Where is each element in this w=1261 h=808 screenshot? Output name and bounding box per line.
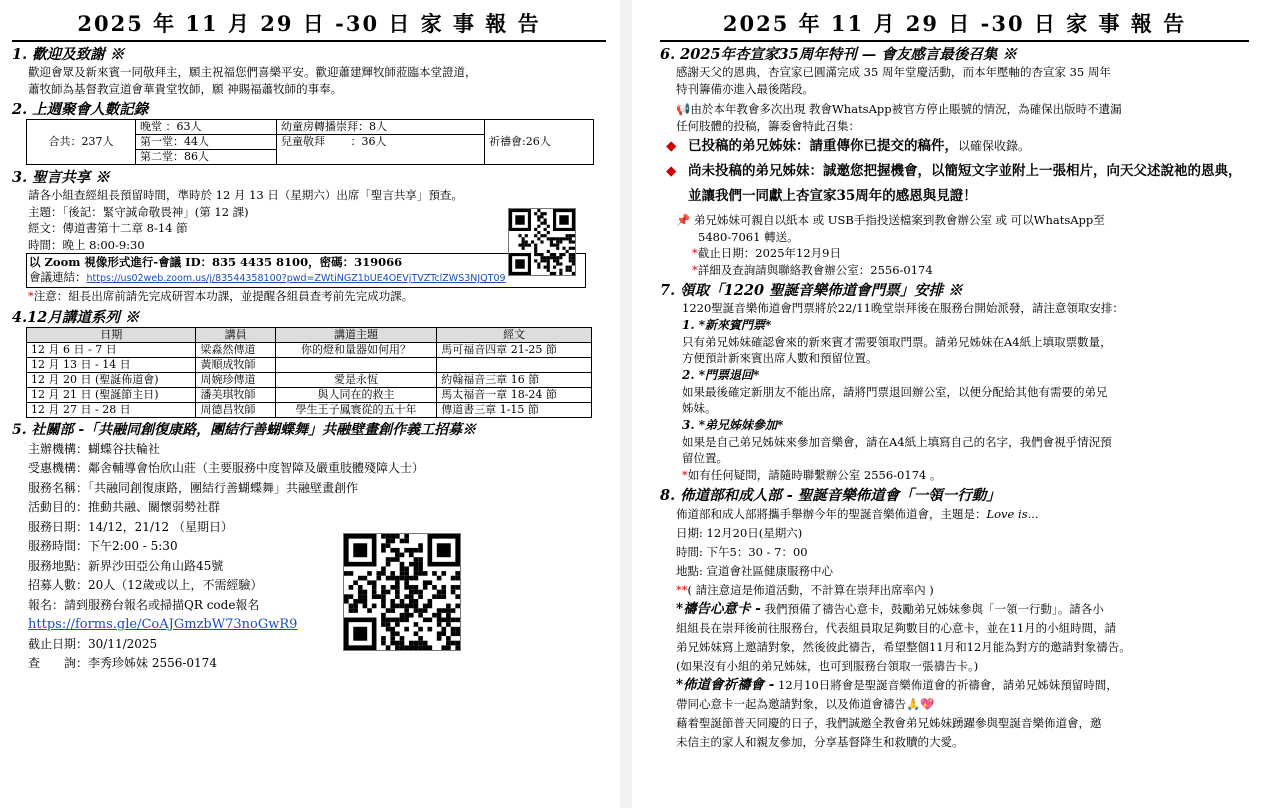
zoom-link[interactable]: https://us02web.zoom.us/j/83544358100?pwd=ZWtiNGZ1bUE4OEVjTVZTclZWS3NJQT09: [86, 273, 506, 284]
ticket-question: *如有任何疑問，請隨時聯繫辦公室 2556-0174 。: [682, 467, 942, 482]
col-header: 講道主題: [275, 327, 436, 342]
table-row: 12 月 21 日 (聖誕節主日) 潘美琪牧師 與人同在的救主 馬太福音一章 18-24 節: [27, 387, 592, 402]
heart-icon: 💖: [920, 697, 935, 711]
zoom-meeting-id: 以 Zoom 視像形式進行-會議 ID：835 4435 8100，密碼：319066: [29, 255, 403, 269]
ticket-item-label: 2. *門票退回*: [682, 367, 760, 382]
table-row: 12 月 27 日 - 28 日 周德昌牧師 學生王子鳳寰從的五十年 傳道書三章 1-15 節: [27, 402, 592, 417]
col-header: 經文: [437, 327, 592, 342]
qr-code-icon[interactable]: [343, 533, 461, 651]
table-row: 12 月 13 日 - 14 日 黃順成牧師: [27, 357, 592, 372]
attendance-cell: 幼童房轉播崇拜：8人: [277, 120, 485, 135]
ticket-item-label: 3. *弟兄姊妹參加*: [682, 417, 784, 432]
prayer-meeting: *佈道會祈禱會 - 12月10日將會是聖誕音樂佈道會的祈禱會，請弟兄姊妹預留時間， 帶同心意卡一起為邀請對象，以及佈道會禱告🙏💖 藉着聖誕節普天同慶的日子，我們誠邀全教會弟兄姊妹踴躍參與聖誕音樂佈道會，邀 未信主的家人和親友參加，分享基督降生和救贖的大愛。: [676, 677, 1118, 749]
social-details: 主辦機構：蝴蝶谷扶輪社 受惠機構：鄰舍輔導會怡欣山莊（主要服務中度智障及嚴重肢體殘障人士） 服務名稱：「共融同創復康路，團結行善蝴蝶舞」共融壁畫創作 活動目的：推動共融、關懷弱勢社群 服務日期：14/12，21/12 （星期日） 服務時間：下午2:00 - 5:30 服務地點：新界沙田亞公角山路45號 招募人數：20人（12歲或以上，不需經驗） 報名：請到服務台報名或掃描QR code報名 https://forms.gle/CoAJGmzbW73noGwR9 截止日期：30/11/2025 查 詢：李秀珍姊妹 2556-0174: [28, 441, 425, 670]
col-header: 講員: [196, 327, 275, 342]
sermon-table: [26, 327, 592, 418]
col-header: 日期: [27, 327, 196, 342]
left-page: [0, 0, 620, 808]
page-title: 2025 年 11 月 29 日 -30 日 家 事 報 告: [660, 8, 1249, 42]
anniversary-deadline: *截止日期：2025年12月9日 *詳細及查詢請與聯絡教會辦公室：2556-0174: [692, 246, 933, 277]
anniversary-intro: 感謝天父的恩典，杏宣家已圓滿完成 35 周年堂慶活動，而本年壓軸的杏宣家 35 周年 特刊籌備亦進入最後階段。: [676, 65, 1111, 96]
section-attendance-heading: 2. 上週聚會人數記錄: [12, 101, 149, 118]
praying-hands-icon: 🙏: [906, 697, 921, 711]
attendance-prayer: 祈禱會:26人: [485, 120, 594, 165]
section-social-heading: 5. 社關部 -「共融同創復康路，團結行善蝴蝶舞」共融壁畫創作義工招募※: [12, 421, 477, 438]
table-row: 12 月 6 日 - 7 日 梁淼然傳道 你的燈和量器如何用？ 馬可福音四章 21-25 節: [27, 342, 592, 357]
ticket-item-text: 如果最後確定新朋友不能出席，請將門票退回辦公室，以便分配給其他有需要的弟兄 姊妹。: [682, 384, 1108, 415]
page-title: 2025 年 11 月 29 日 -30 日 家 事 報 告: [12, 8, 606, 42]
ticket-item-label: 1. *新來賓門票*: [682, 317, 772, 332]
attendance-cell: 第一堂：44人: [136, 135, 277, 150]
ticket-item-text: 只有弟兄姊妹確認會來的新來賓才需要領取門票。請弟兄姊妹在A4紙上填取票數量， 方便預計新來賓出席人數和預留位置。: [682, 334, 1112, 365]
section-scripture-heading: 3. 聖言共享 ※: [12, 169, 110, 186]
right-page: [632, 0, 1261, 808]
section-welcome-heading: 1. 歡迎及致謝 ※: [12, 46, 125, 63]
bullet-not-submitted: ◆ 尚未投稿的弟兄姊妹：誠邀您把握機會，以簡短文字並附上一張相片，向天父述說祂的恩典，並讓我們一同獻上杏宣家35周年的感恩與見證！: [660, 159, 1249, 209]
red-diamond-bullet-icon: ◆: [666, 163, 677, 179]
ticket-item-text: 如果是自己弟兄姊妹來參加音樂會，請在A4紙上填寫自己的名字，我們會視乎情況預 留位置。: [682, 434, 1112, 465]
evangelism-details: 佈道部和成人部將攜手舉辦今年的聖誕音樂佈道會，主題是：Love is... 日期: 12月20日(星期六) 時間: 下午5：30 - 7：00 地點: 宣道會社區健康服務中心 **( 請注意這是佈道活動，不計算在崇拜出席率內 ): [676, 507, 1039, 597]
bullet-submitted: ◆ 已投稿的弟兄姊妹：請重傳你已提交的稿件，以確保收錄。: [660, 134, 1249, 159]
section-evangelism-heading: 8. 佈道部和成人部 - 聖誕音樂佈道會「一領一行動」: [660, 487, 1001, 504]
attendance-cell: 兒童敬拜 ：36人: [277, 135, 485, 165]
attendance-table: [26, 119, 594, 165]
pushpin-icon: 📌: [676, 213, 691, 227]
prayer-card: *禱告心意卡 - 我們預備了禱告心意卡，鼓勵弟兄姊妹參與「一領一行動」。請各小 組組長在崇拜後前往服務台，代表組員取足夠數目的心意卡，並在11月的小組時間，請 弟兄姊妹寫上邀請對象，然後彼此禱告，希望整個11月和12月能為對方的邀請對象禱告。 (如果沒有小組的弟兄姊妹，也可到服務台領取一張禱告卡。): [676, 601, 1131, 673]
section-sermon-heading: 4.12月講道系列 ※: [12, 308, 140, 326]
anniversary-notice: 📢由於本年教會多次出現 教會WhatsApp被官方停止賬號的情況，為確保出版時不遺漏 任何肢體的投稿，籌委會特此召集：: [676, 102, 1122, 133]
megaphone-icon: 📢: [676, 102, 691, 116]
attendance-cell: 晚堂 ：63人: [136, 120, 277, 135]
table-row: 12 月 20 日 (聖誕佈道會) 周婉珍傳道 愛是永恆 約翰福音三章 16 節: [27, 372, 592, 387]
scripture-info: 請各小組查經組長預留時間，準時於 12 月 13 日（星期六）出席「聖言共享」預查。 主題：「後記：緊守誠命敬畏神」(第 12 課) 經文：傳道書第十二章 8-14 節 時間：晚上 8:00-9:30: [28, 188, 463, 252]
section-ticket-heading: 7. 領取「1220 聖誕音樂佈道會門票」安排 ※: [660, 282, 963, 299]
red-diamond-bullet-icon: ◆: [666, 138, 677, 154]
zoom-box: 以 Zoom 視像形式進行-會議 ID：835 4435 8100，密碼：319066 會議連結：https://us02web.zoom.us/j/83544358100?pwd=ZWtiNGZ1bUE4OEVjTVZTclZWS3NJQT09: [26, 253, 586, 288]
submission-method: 📌 弟兄姊妹可親自以紙本 或 USB手指投送檔案到教會辦公室 或 可以WhatsApp至 5480-7061 轉送。: [676, 213, 1105, 244]
welcome-text: 歡迎會眾及新來賓一同敬拜主，願主祝福您們喜樂平安。歡迎蕭建輝牧師蒞臨本堂證道， 蕭牧師為基督教宣道會華貴堂牧師，願 神賜福蕭牧師的事奉。: [28, 65, 477, 96]
qr-code-icon[interactable]: [508, 208, 576, 276]
attendance-total: 合共：237人: [27, 120, 136, 165]
section-anniversary-heading: 6. 2025年杏宣家35周年特刊 — 會友感言最後召集 ※: [660, 46, 1017, 63]
attendance-cell: 第二堂：86人: [136, 150, 277, 165]
form-link[interactable]: https://forms.gle/CoAJGmzbW73noGwR9: [28, 617, 298, 632]
scripture-note: *注意：組長出席前請先完成研習本功課，並提醒各組員查考前先完成功課。: [28, 289, 414, 303]
ticket-intro: 1220聖誕音樂佈道會門票將於22/11晚堂崇拜後在服務台開始派發，請注意領取安排：: [682, 301, 1124, 315]
